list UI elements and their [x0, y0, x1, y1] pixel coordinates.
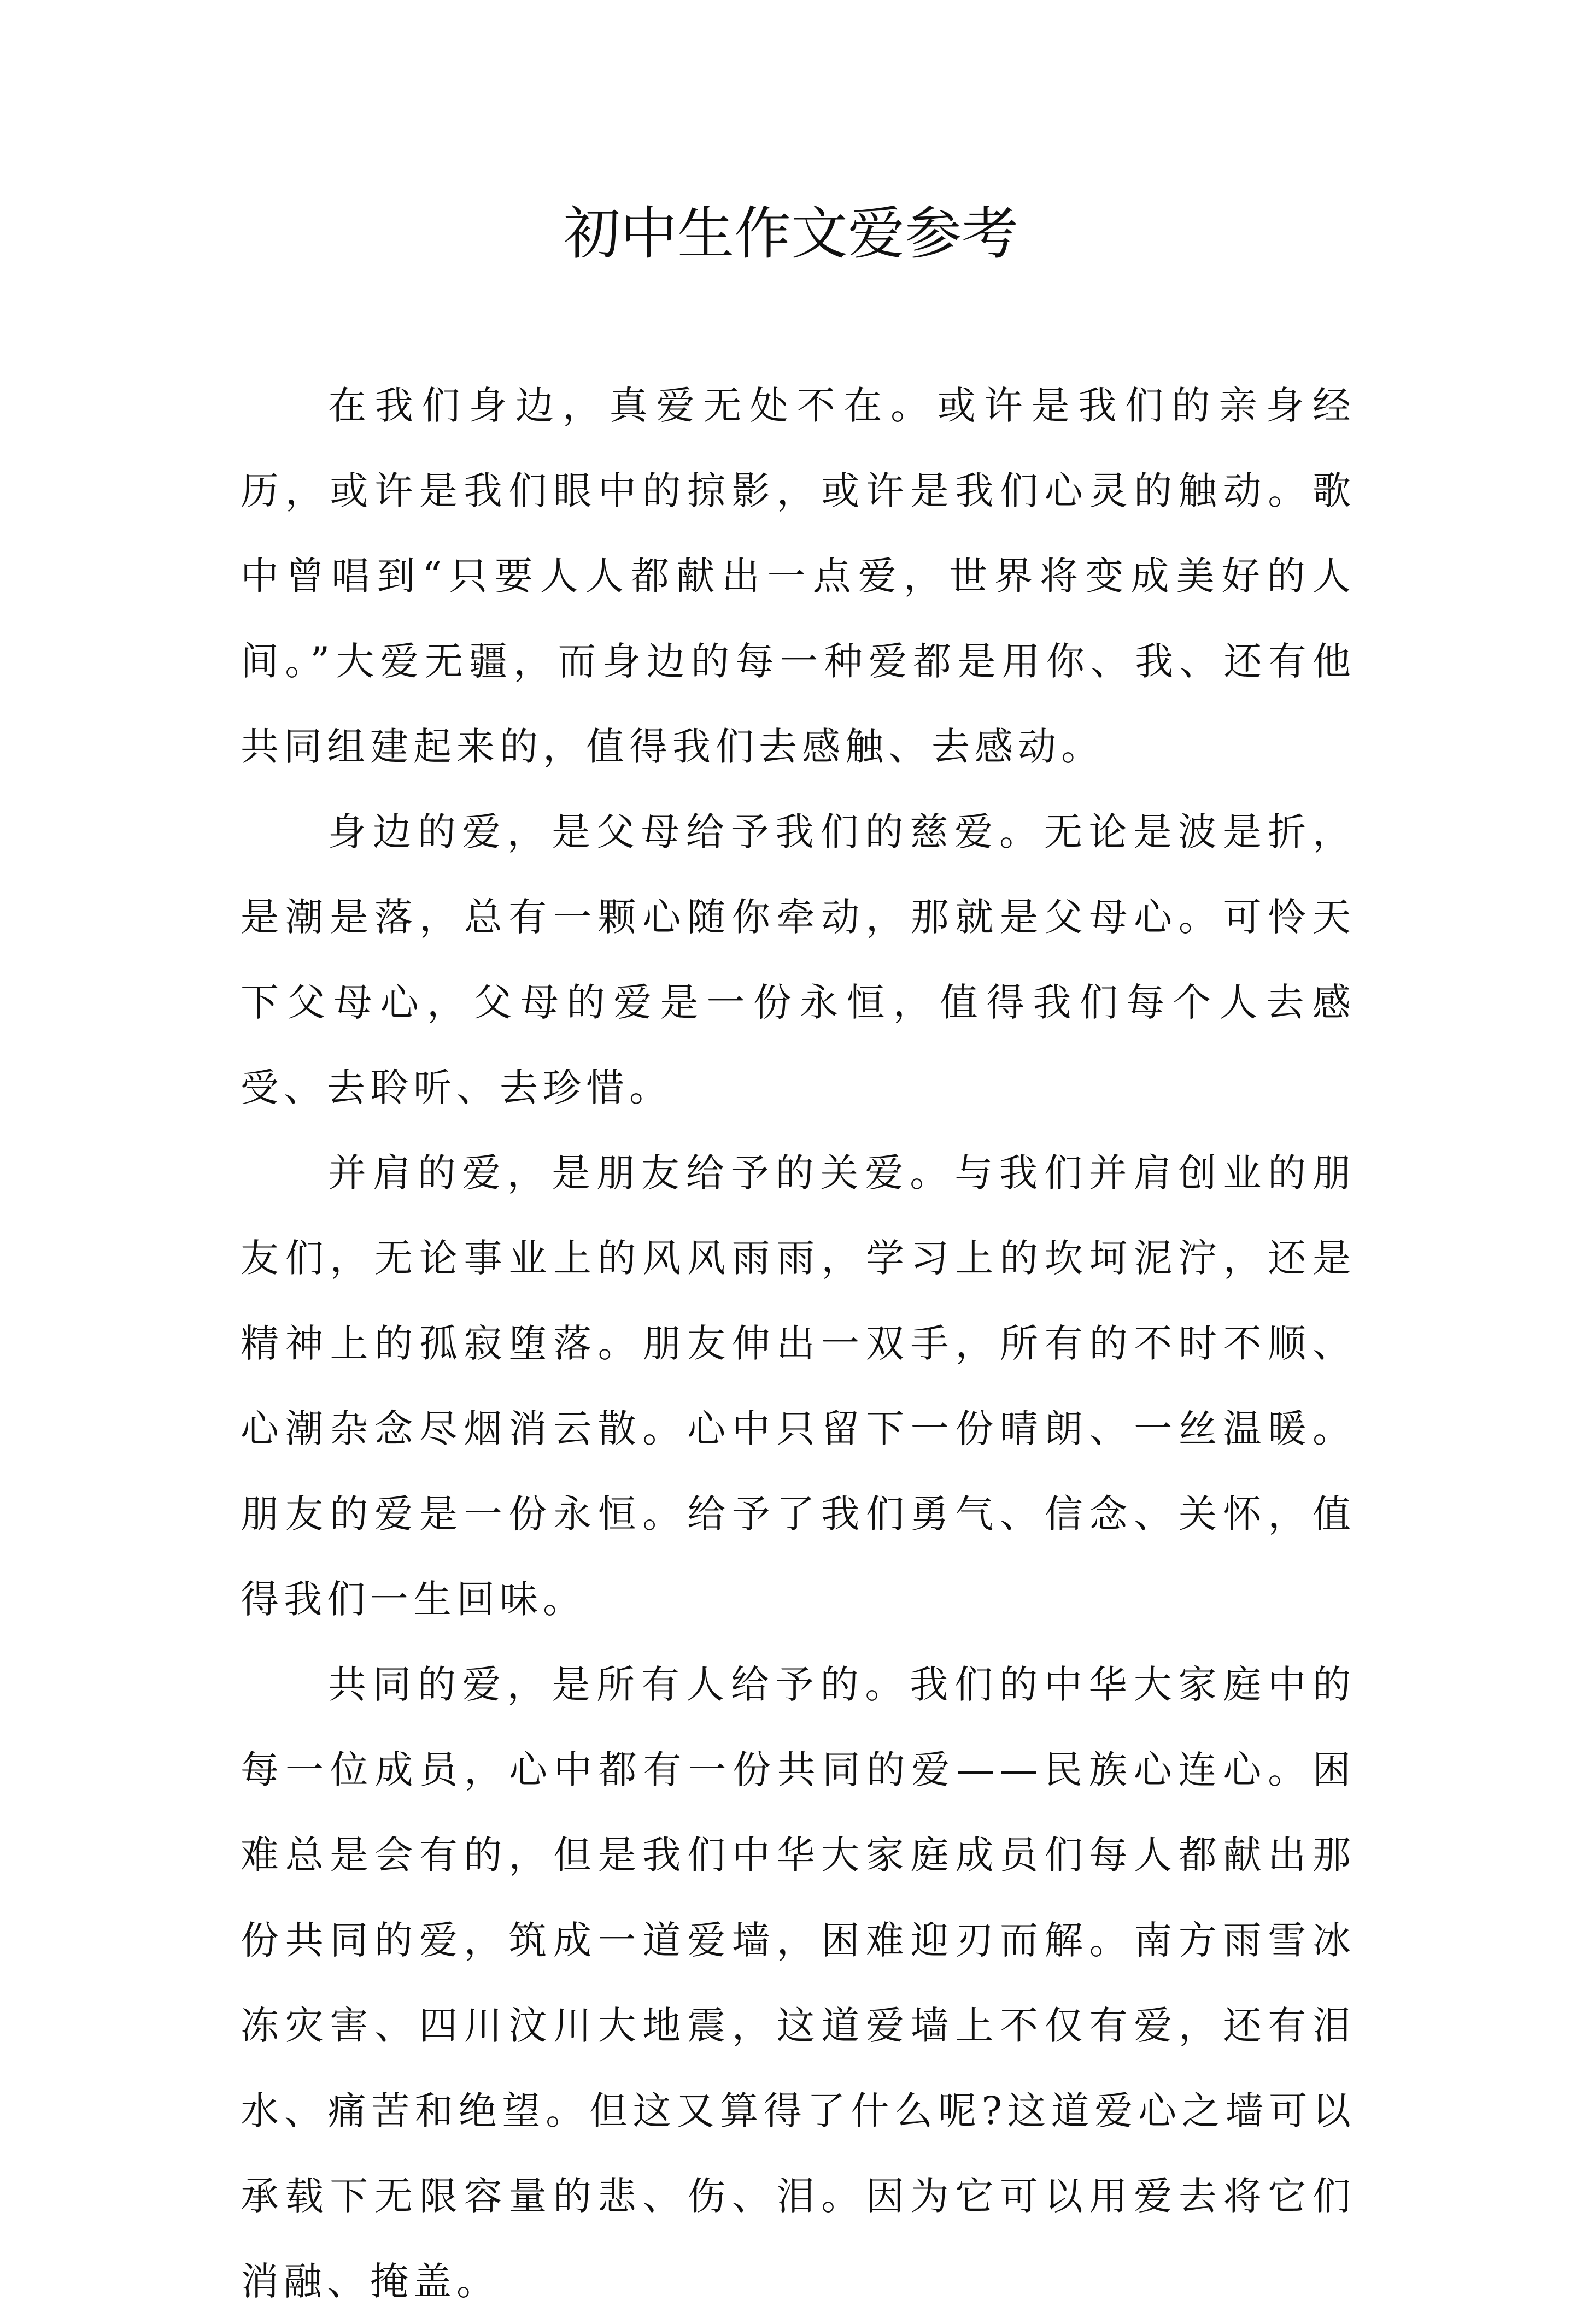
paragraph-1: 在我们身边，真爱无处不在。或许是我们的亲身经历，或许是我们眼中的掠影，或许是我们心灵的触动。歌中曾唱到“只要人人都献出一点爱，世界将变成美好的人间。”大爱无疆，而身边的每一种爱都是用你、我、还有他共同组建起来的，值得我们去感触、去感动。 [241, 383, 1356, 769]
document-title: 初中生作文爱参考 [563, 200, 1018, 267]
document-body [241, 363, 1356, 2324]
paragraph-2: 身边的爱，是父母给予我们的慈爱。无论是波是折，是潮是落，总有一颗心随你牵动，那就是父母心。可怜天下父母心，父母的爱是一份永恒，值得我们每个人去感受、去聆听、去珍惜。 [241, 809, 1356, 1110]
paragraph-4: 共同的爱，是所有人给予的。我们的中华大家庭中的每一位成员，心中都有一份共同的爱——民族心连心。困难总是会有的，但是我们中华大家庭成员们每人都献出那份共同的爱，筑成一道爱墙，困难迎刃而解。南方雨雪冰冻灾害、四川汶川大地震，这道爱墙上不仅有爱，还有泪水、痛苦和绝望。但这又算得了什么呢?这道爱心之墙可以承载下无限容量的悲、伤、泪。因为它可以用爱去将它们消融、掩盖。 [241, 1662, 1356, 2304]
paragraph-3: 并肩的爱，是朋友给予的关爱。与我们并肩创业的朋友们，无论事业上的风风雨雨，学习上的坎坷泥泞，还是精神上的孤寂堕落。朋友伸出一双手，所有的不时不顺、心潮杂念尽烟消云散。心中只留下一份晴朗、一丝温暖。朋友的爱是一份永恒。给予了我们勇气、信念、关怀，值得我们一生回味。 [241, 1151, 1356, 1622]
